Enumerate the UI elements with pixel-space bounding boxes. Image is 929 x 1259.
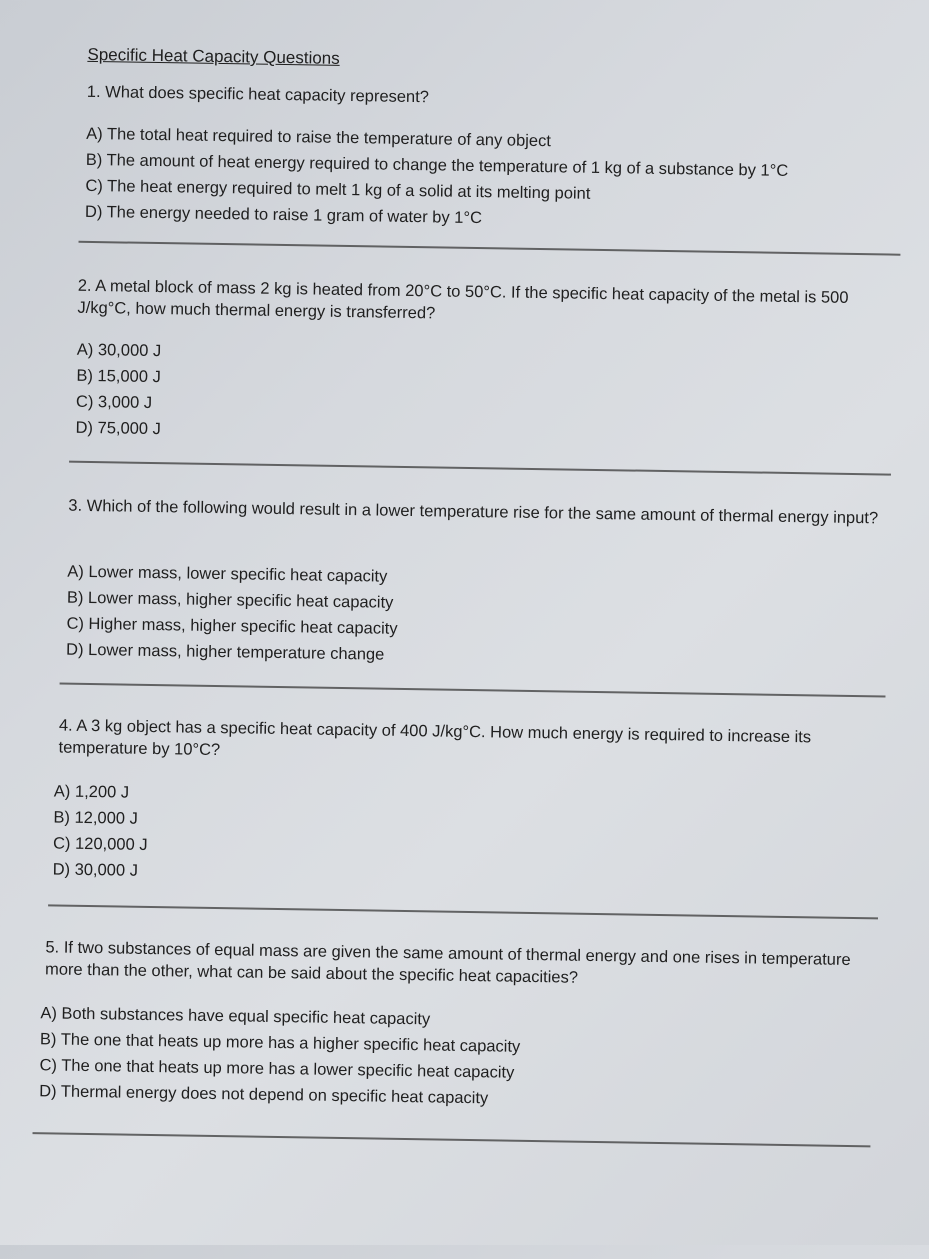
- option-a: A) Lower mass, lower specific heat capacity: [67, 562, 388, 586]
- option-d: D) Lower mass, higher temperature change: [65, 640, 385, 664]
- worksheet-title: Specific Heat Capacity Questions: [87, 44, 340, 68]
- question-2: 2. A metal block of mass 2 kg is heated from 20°C to 50°C. If the specific heat capacity of the metal is 500 J/kg°C, how much thermal energy is transferred?: [77, 276, 849, 323]
- question-3: 3. Which of the following would result in a lower temperature rise for the same amount of thermal energy input?: [68, 496, 879, 528]
- option-d: D) 30,000 J: [52, 860, 139, 880]
- option-c: C) 3,000 J: [75, 392, 153, 412]
- question-5-options: [39, 1000, 521, 1112]
- divider: [79, 241, 901, 255]
- option-b: B) The amount of heat energy required to change the temperature of 1 kg of a substance by 1°C: [85, 150, 789, 180]
- option-a: A) 30,000 J: [76, 340, 162, 361]
- question-1-options: [85, 121, 789, 236]
- option-d: D) The energy needed to raise 1 gram of water by 1°C: [84, 202, 483, 228]
- option-b: B) 15,000 J: [76, 366, 161, 387]
- option-a: A) 1,200 J: [53, 782, 130, 802]
- option-b: B) The one that heats up more has a higher specific heat capacity: [39, 1030, 521, 1056]
- option-c: C) Higher mass, higher specific heat capacity: [66, 614, 398, 638]
- divider: [69, 461, 891, 475]
- option-b: B) Lower mass, higher specific heat capacity: [66, 588, 394, 612]
- option-a: A) The total heat required to raise the temperature of any object: [86, 124, 552, 151]
- option-c: C) The one that heats up more has a lower specific heat capacity: [39, 1056, 515, 1082]
- option-c: C) The heat energy required to melt 1 kg of a solid at its melting point: [85, 176, 591, 203]
- question-2-options: [75, 337, 162, 442]
- option-d: D) Thermal energy does not depend on specific heat capacity: [39, 1082, 489, 1108]
- option-d: D) 75,000 J: [75, 418, 162, 439]
- question-1: 1. What does specific heat capacity represent?: [86, 82, 430, 107]
- question-4: 4. A 3 kg object has a specific heat capacity of 400 J/kg°C. How much energy is required to increase its temperature by 10°C?: [58, 716, 812, 760]
- option-a: A) Both substances have equal specific heat capacity: [40, 1004, 431, 1029]
- option-c: C) 120,000 J: [52, 834, 148, 854]
- divider: [60, 683, 886, 697]
- question-3-options: [66, 559, 399, 668]
- divider: [33, 1132, 871, 1147]
- question-5: 5. If two substances of equal mass are given the same amount of thermal energy and one rises in temperature more than the other, what can be said about the specific heat capacities?: [44, 938, 851, 987]
- question-4-options: [52, 778, 148, 883]
- option-b: B) 12,000 J: [53, 808, 138, 828]
- worksheet: [11, 20, 929, 1259]
- divider: [48, 904, 878, 919]
